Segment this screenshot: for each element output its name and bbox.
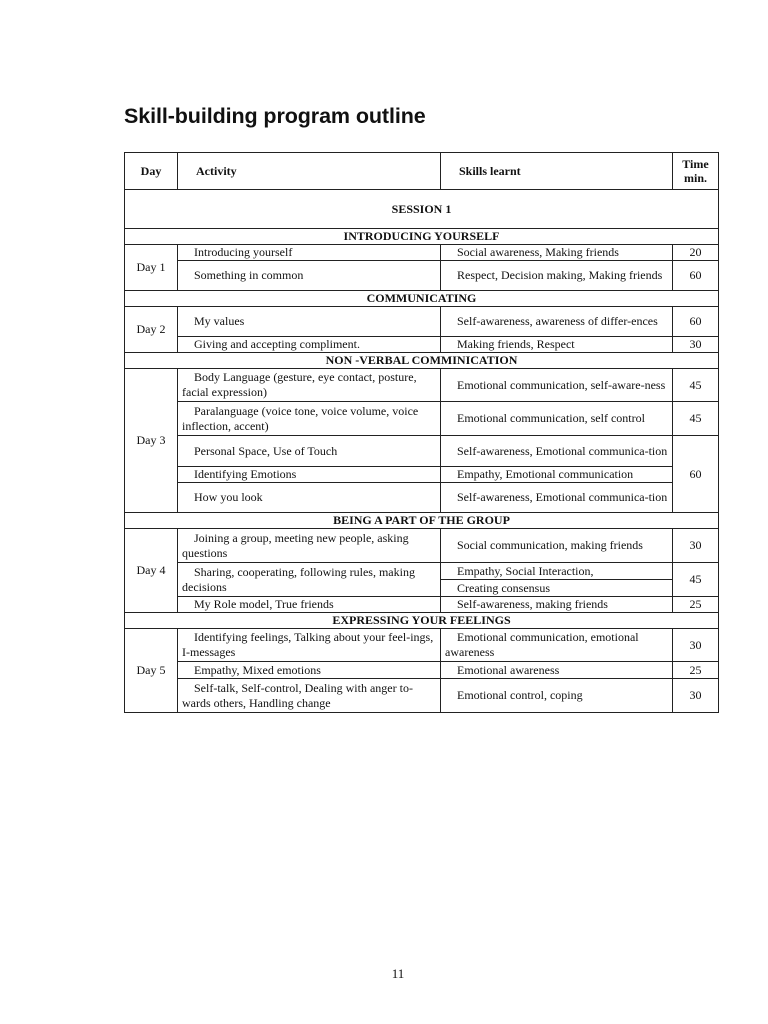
time-cell: 20 — [673, 245, 719, 261]
program-outline-table — [124, 152, 719, 713]
time-cell: 60 — [673, 307, 719, 337]
skills-cell: Creating consensus — [441, 580, 673, 597]
activity-cell: Introducing yourself — [178, 245, 441, 261]
table-row — [125, 597, 719, 613]
session-title: SESSION 1 — [125, 190, 719, 229]
day-cell: Day 4 — [125, 529, 178, 613]
time-cell: 30 — [673, 679, 719, 713]
table-row — [125, 402, 719, 436]
time-cell: 45 — [673, 369, 719, 402]
session-row — [125, 190, 719, 229]
table-row — [125, 563, 719, 580]
time-cell: 60 — [673, 261, 719, 291]
activity-cell: How you look — [178, 483, 441, 513]
time-cell: 25 — [673, 662, 719, 679]
activity-cell: Body Language (gesture, eye contact, posture, facial expression) — [178, 369, 441, 402]
activity-cell: Sharing, cooperating, following rules, making decisions — [178, 563, 441, 597]
header-activity: Activity — [178, 153, 441, 190]
header-time-line2: min. — [683, 171, 707, 185]
table-row — [125, 369, 719, 402]
section-row — [125, 229, 719, 245]
day-cell: Day 2 — [125, 307, 178, 353]
skills-cell: Social communication, making friends — [441, 529, 673, 563]
table-row — [125, 261, 719, 291]
time-cell: 45 — [673, 402, 719, 436]
activity-cell: My values — [178, 307, 441, 337]
header-day: Day — [125, 153, 178, 190]
activity-cell: My Role model, True friends — [178, 597, 441, 613]
skills-cell: Making friends, Respect — [441, 337, 673, 353]
day-cell: Day 5 — [125, 629, 178, 713]
skills-cell: Self-awareness, Emotional communica-tion — [441, 436, 673, 467]
day-cell: Day 3 — [125, 369, 178, 513]
table-row — [125, 467, 719, 483]
activity-cell: Something in common — [178, 261, 441, 291]
skills-cell: Self-awareness, awareness of differ-ences — [441, 307, 673, 337]
section-title: INTRODUCING YOURSELF — [125, 229, 719, 245]
header-skills: Skills learnt — [441, 153, 673, 190]
skills-cell: Emotional communication, self-aware-ness — [441, 369, 673, 402]
table-row — [125, 245, 719, 261]
skills-cell: Emotional awareness — [441, 662, 673, 679]
table-row — [125, 337, 719, 353]
skills-cell: Empathy, Social Interaction, — [441, 563, 673, 580]
table-row — [125, 662, 719, 679]
table-header-row — [125, 153, 719, 190]
section-title: EXPRESSING YOUR FEELINGS — [125, 613, 719, 629]
page-number: 11 — [391, 966, 405, 981]
activity-cell: Paralanguage (voice tone, voice volume, voice inflection, accent) — [178, 402, 441, 436]
time-cell: 60 — [673, 436, 719, 513]
day-cell: Day 1 — [125, 245, 178, 291]
activity-cell: Identifying feelings, Talking about your feel-ings, I-messages — [178, 629, 441, 662]
activity-cell: Empathy, Mixed emotions — [178, 662, 441, 679]
page-title: Skill-building program outline — [124, 104, 426, 128]
skills-cell: Emotional communication, self control — [441, 402, 673, 436]
skills-cell: Emotional communication, emotional awareness — [441, 629, 673, 662]
time-cell: 30 — [673, 529, 719, 563]
section-title: NON -VERBAL COMMINICATION — [125, 353, 719, 369]
table-row — [125, 529, 719, 563]
section-title: COMMUNICATING — [125, 291, 719, 307]
time-cell: 30 — [673, 629, 719, 662]
time-cell: 25 — [673, 597, 719, 613]
section-row — [125, 613, 719, 629]
time-cell: 45 — [673, 563, 719, 597]
table-row — [125, 679, 719, 713]
skills-cell: Empathy, Emotional communication — [441, 467, 673, 483]
section-row — [125, 353, 719, 369]
section-title: BEING A PART OF THE GROUP — [125, 513, 719, 529]
table-row — [125, 629, 719, 662]
skills-cell: Emotional control, coping — [441, 679, 673, 713]
time-cell: 30 — [673, 337, 719, 353]
skills-cell: Social awareness, Making friends — [441, 245, 673, 261]
activity-cell: Personal Space, Use of Touch — [178, 436, 441, 467]
skills-cell: Self-awareness, Emotional communica-tion — [441, 483, 673, 513]
skills-cell: Respect, Decision making, Making friends — [441, 261, 673, 291]
activity-cell: Identifying Emotions — [178, 467, 441, 483]
table-row — [125, 307, 719, 337]
section-row — [125, 513, 719, 529]
activity-cell: Joining a group, meeting new people, asking questions — [178, 529, 441, 563]
activity-cell: Giving and accepting compliment. — [178, 337, 441, 353]
header-time-line1: Time — [682, 157, 709, 171]
header-time — [673, 153, 719, 190]
section-row — [125, 291, 719, 307]
activity-cell: Self-talk, Self-control, Dealing with anger to-wards others, Handling change — [178, 679, 441, 713]
skills-cell: Self-awareness, making friends — [441, 597, 673, 613]
table-row — [125, 436, 719, 467]
table-row — [125, 483, 719, 513]
